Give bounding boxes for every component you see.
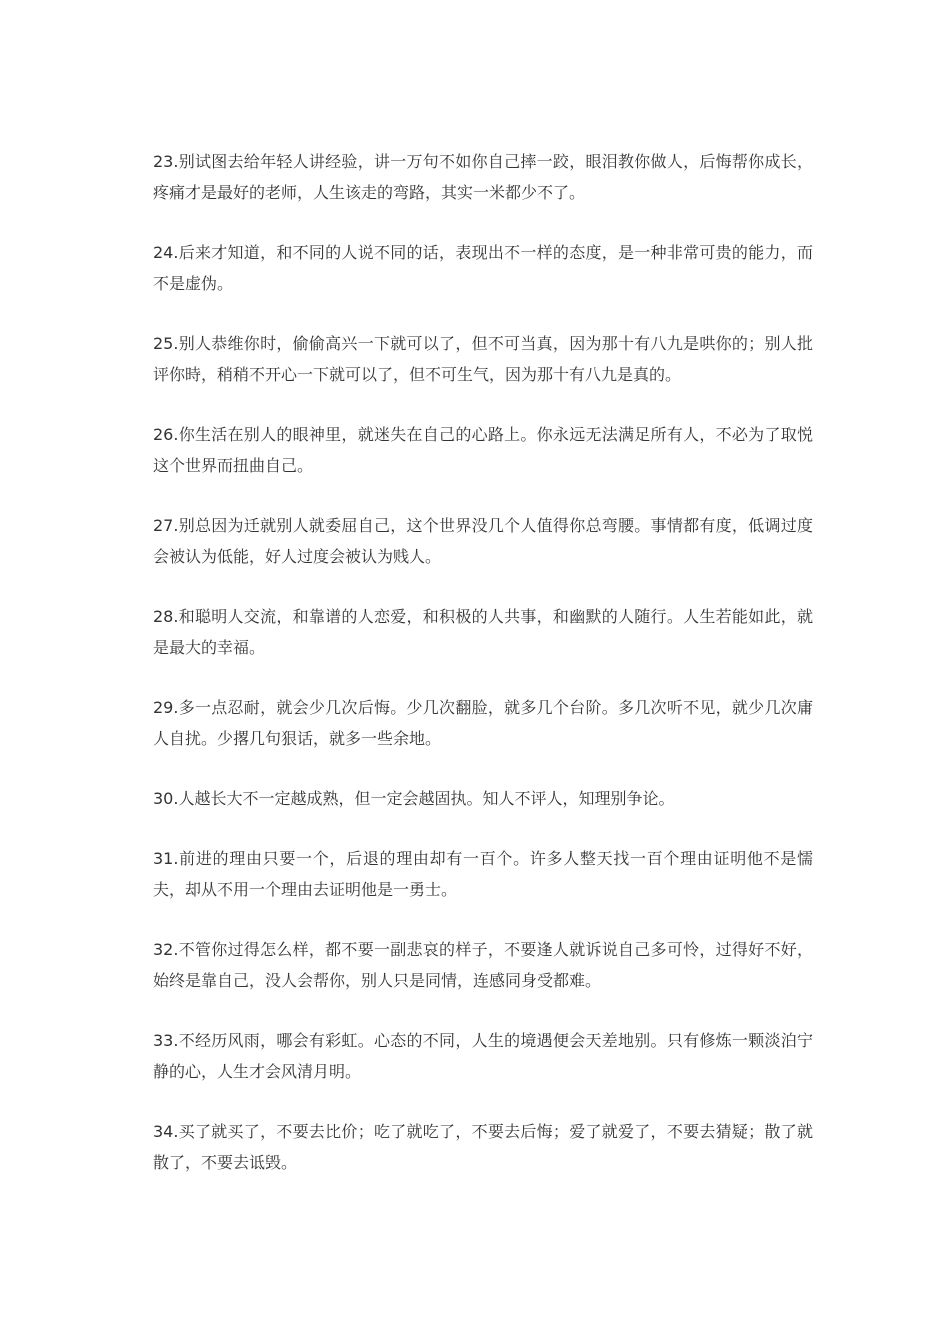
quote-paragraph-33: 33.不经历风雨，哪会有彩虹。心态的不同，人生的境遇便会天差地别。只有修炼一颗淡泊宁静的心，人生才会风清月明。 (153, 1031, 813, 1081)
quote-paragraph-25: 25.别人恭维你时，偷偷高兴一下就可以了，但不可当真，因为那十有八九是哄你的；别人批评你時，稍稍不开心一下就可以了，但不可生气，因为那十有八九是真的。 (153, 334, 813, 384)
quote-paragraph-23: 23.别试图去给年轻人讲经验，讲一万句不如你自己摔一跤，眼泪教你做人，后悔帮你成长，疼痛才是最好的老师，人生该走的弯路，其实一米都少不了。 (153, 152, 813, 202)
quote-paragraph-30: 30.人越长大不一定越成熟，但一定会越固执。知人不评人，知理别争论。 (153, 789, 675, 808)
quote-paragraph-24: 24.后来才知道，和不同的人说不同的话，表现出不一样的态度，是一种非常可贵的能力，而不是虚伪。 (153, 243, 813, 293)
quote-paragraph-32: 32.不管你过得怎么样，都不要一副悲哀的样子，不要逢人就诉说自己多可怜，过得好不好，始终是靠自己，没人会帮你，别人只是同情，连感同身受都难。 (153, 940, 813, 990)
quote-paragraph-29: 29.多一点忍耐，就会少几次后悔。少几次翻脸，就多几个台阶。多几次听不见，就少几次庸人自扰。少撂几句狠话，就多一些余地。 (153, 698, 813, 748)
quote-paragraph-28: 28.和聪明人交流，和靠谱的人恋爱，和积极的人共事，和幽默的人随行。人生若能如此，就是最大的幸福。 (153, 607, 813, 657)
quote-paragraph-34: 34.买了就买了，不要去比价；吃了就吃了，不要去后悔；爱了就爱了，不要去猜疑；散了就散了，不要去诋毁。 (153, 1122, 813, 1172)
quote-paragraph-27: 27.别总因为迁就别人就委屈自己，这个世界没几个人值得你总弯腰。事情都有度，低调过度会被认为低能，好人过度会被认为贱人。 (153, 516, 813, 566)
quote-paragraph-31: 31.前进的理由只要一个，后退的理由却有一百个。许多人整天找一百个理由证明他不是懦夫，却从不用一个理由去证明他是一勇士。 (153, 849, 813, 899)
quote-paragraph-26: 26.你生活在别人的眼神里，就迷失在自己的心路上。你永远无法满足所有人，不必为了取悦这个世界而扭曲自己。 (153, 425, 813, 475)
quote-list (153, 146, 813, 1207)
